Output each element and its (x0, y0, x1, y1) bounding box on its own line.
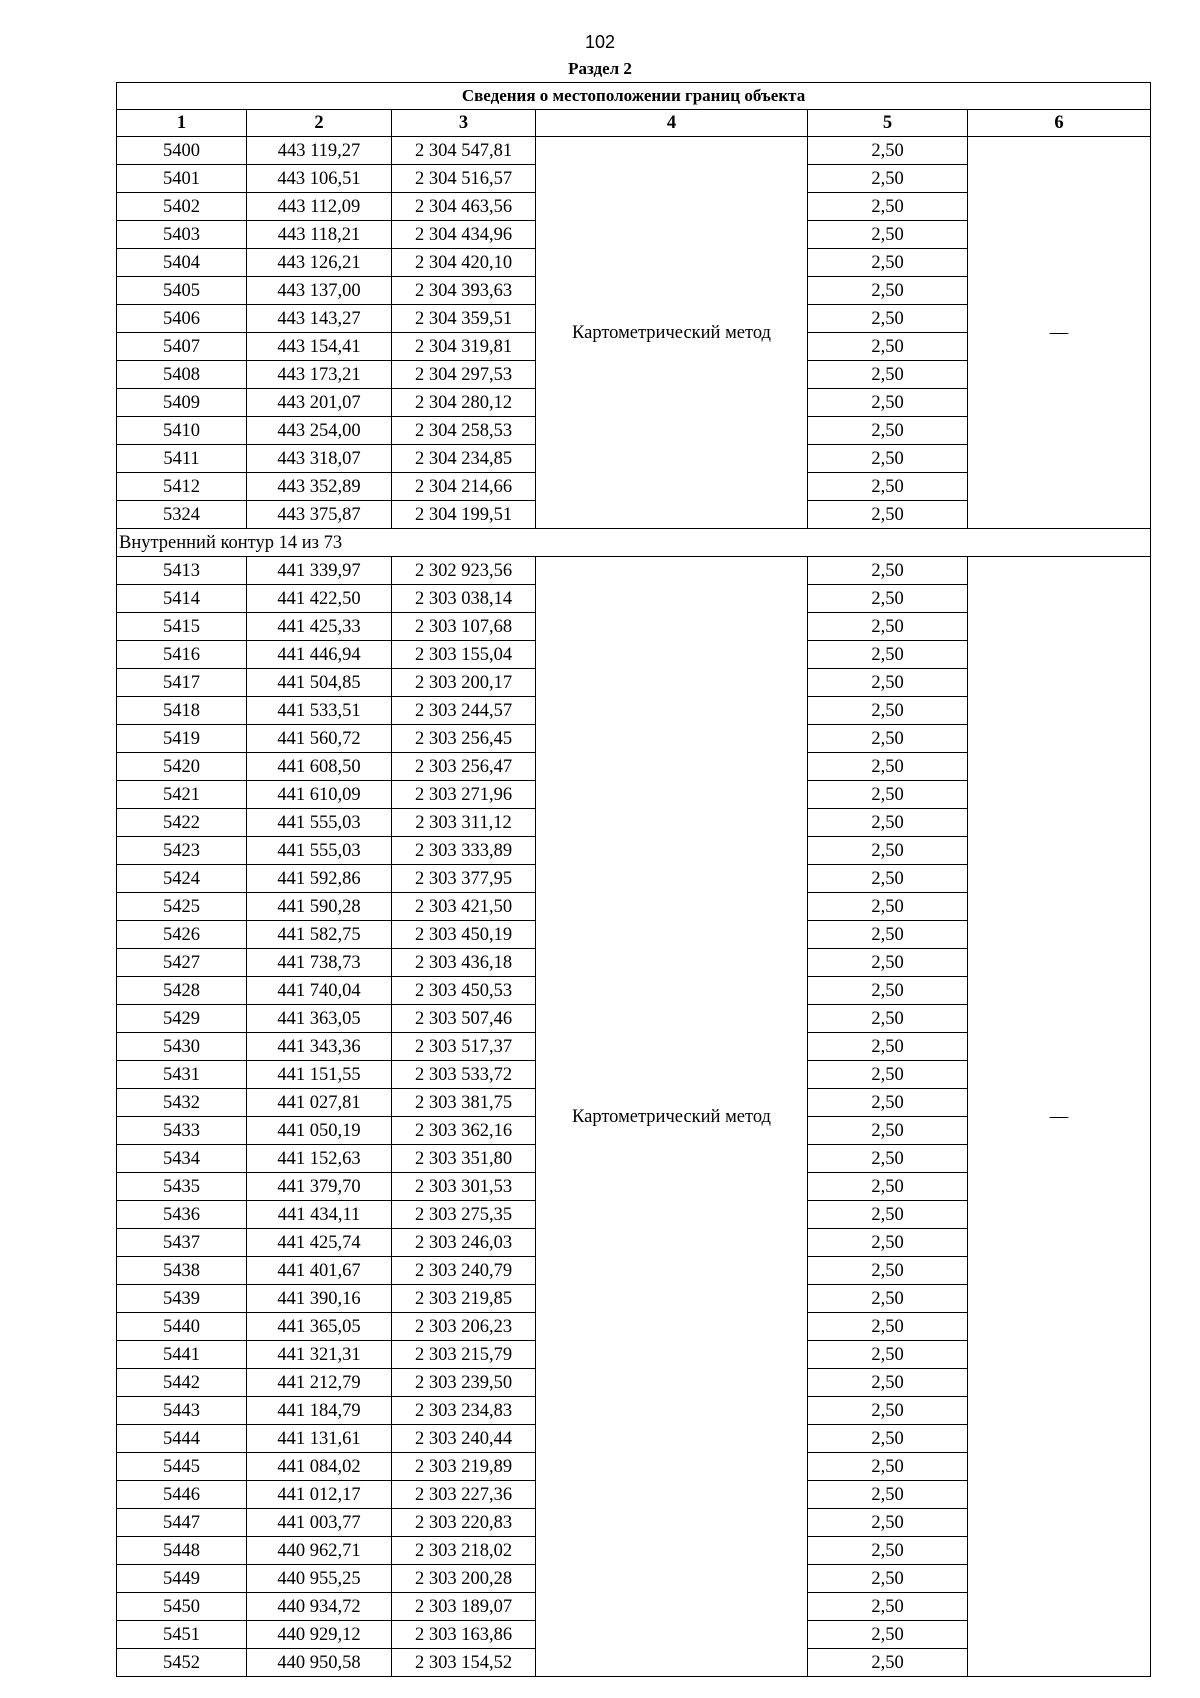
accuracy-value: 2,50 (808, 613, 968, 641)
coordinate-x: 441 590,28 (247, 893, 392, 921)
accuracy-value: 2,50 (808, 781, 968, 809)
point-number: 5429 (117, 1005, 247, 1033)
point-number: 5416 (117, 641, 247, 669)
coordinate-y: 2 303 351,80 (392, 1145, 536, 1173)
coordinate-x: 441 151,55 (247, 1061, 392, 1089)
coordinate-x: 441 131,61 (247, 1425, 392, 1453)
coordinate-x: 443 154,41 (247, 333, 392, 361)
point-number: 5432 (117, 1089, 247, 1117)
coordinate-x: 443 118,21 (247, 221, 392, 249)
point-number: 5437 (117, 1229, 247, 1257)
coordinate-y: 2 303 362,16 (392, 1117, 536, 1145)
accuracy-value: 2,50 (808, 753, 968, 781)
point-number: 5424 (117, 865, 247, 893)
coordinate-y: 2 304 359,51 (392, 305, 536, 333)
coordinate-y: 2 303 311,12 (392, 809, 536, 837)
coordinate-x: 441 321,31 (247, 1341, 392, 1369)
accuracy-value: 2,50 (808, 641, 968, 669)
coordinate-x: 440 962,71 (247, 1537, 392, 1565)
point-number: 5436 (117, 1201, 247, 1229)
coordinate-y: 2 303 215,79 (392, 1341, 536, 1369)
coordinate-y: 2 303 227,36 (392, 1481, 536, 1509)
point-number: 5423 (117, 837, 247, 865)
coordinate-x: 441 425,74 (247, 1229, 392, 1257)
point-number: 5408 (117, 361, 247, 389)
accuracy-value: 2,50 (808, 137, 968, 165)
coordinate-y: 2 304 420,10 (392, 249, 536, 277)
point-number: 5445 (117, 1453, 247, 1481)
page-number: 102 (584, 32, 616, 52)
coordinate-y: 2 302 923,56 (392, 557, 536, 585)
coordinate-y: 2 303 381,75 (392, 1089, 536, 1117)
coordinate-y: 2 303 038,14 (392, 585, 536, 613)
accuracy-value: 2,50 (808, 1593, 968, 1621)
accuracy-value: 2,50 (808, 389, 968, 417)
coordinate-x: 441 365,05 (247, 1313, 392, 1341)
coordinate-x: 441 555,03 (247, 809, 392, 837)
point-number: 5451 (117, 1621, 247, 1649)
coordinate-x: 441 592,86 (247, 865, 392, 893)
coordinate-y: 2 304 393,63 (392, 277, 536, 305)
point-number: 5418 (117, 697, 247, 725)
coordinate-y: 2 304 234,85 (392, 445, 536, 473)
coordinate-y: 2 304 463,56 (392, 193, 536, 221)
coordinate-x: 441 740,04 (247, 977, 392, 1005)
accuracy-value: 2,50 (808, 417, 968, 445)
coordinate-x: 443 137,00 (247, 277, 392, 305)
point-number: 5413 (117, 557, 247, 585)
accuracy-value: 2,50 (808, 1453, 968, 1481)
point-number: 5426 (117, 921, 247, 949)
accuracy-value: 2,50 (808, 1173, 968, 1201)
coordinate-y: 2 304 280,12 (392, 389, 536, 417)
coordinate-x: 443 318,07 (247, 445, 392, 473)
accuracy-value: 2,50 (808, 669, 968, 697)
coordinate-y: 2 303 377,95 (392, 865, 536, 893)
coordinate-y: 2 303 301,53 (392, 1173, 536, 1201)
boundary-coordinates-table (116, 82, 1151, 1677)
coordinate-x: 443 352,89 (247, 473, 392, 501)
coordinate-y: 2 303 234,83 (392, 1397, 536, 1425)
coordinate-x: 441 582,75 (247, 921, 392, 949)
coordinate-x: 443 173,21 (247, 361, 392, 389)
point-number: 5427 (117, 949, 247, 977)
coordinate-y: 2 303 246,03 (392, 1229, 536, 1257)
table-row (117, 557, 1151, 585)
coordinate-y: 2 303 163,86 (392, 1621, 536, 1649)
coordinate-x: 440 929,12 (247, 1621, 392, 1649)
coordinate-x: 441 610,09 (247, 781, 392, 809)
point-number: 5412 (117, 473, 247, 501)
coordinate-y: 2 303 154,52 (392, 1649, 536, 1677)
accuracy-value: 2,50 (808, 305, 968, 333)
section-title: Раздел 2 (568, 59, 632, 78)
method-cell: Картометрический метод (536, 137, 808, 529)
accuracy-value: 2,50 (808, 1481, 968, 1509)
point-number: 5443 (117, 1397, 247, 1425)
coordinate-x: 440 934,72 (247, 1593, 392, 1621)
coordinate-x: 441 401,67 (247, 1257, 392, 1285)
coordinate-y: 2 303 333,89 (392, 837, 536, 865)
coordinate-y: 2 303 240,44 (392, 1425, 536, 1453)
coordinate-y: 2 303 189,07 (392, 1593, 536, 1621)
point-number: 5440 (117, 1313, 247, 1341)
accuracy-value: 2,50 (808, 1285, 968, 1313)
accuracy-value: 2,50 (808, 1201, 968, 1229)
method-cell: Картометрический метод (536, 557, 808, 1677)
point-number: 5438 (117, 1257, 247, 1285)
coordinate-x: 443 126,21 (247, 249, 392, 277)
caption-row (117, 83, 1151, 110)
accuracy-value: 2,50 (808, 725, 968, 753)
note-cell: — (968, 137, 1151, 529)
accuracy-value: 2,50 (808, 277, 968, 305)
coordinate-x: 441 555,03 (247, 837, 392, 865)
coordinate-x: 441 084,02 (247, 1453, 392, 1481)
coordinate-x: 441 560,72 (247, 725, 392, 753)
coordinate-x: 441 738,73 (247, 949, 392, 977)
point-number: 5439 (117, 1285, 247, 1313)
coordinate-x: 441 390,16 (247, 1285, 392, 1313)
coordinate-y: 2 304 516,57 (392, 165, 536, 193)
coordinate-x: 441 422,50 (247, 585, 392, 613)
point-number: 5410 (117, 417, 247, 445)
point-number: 5430 (117, 1033, 247, 1061)
accuracy-value: 2,50 (808, 221, 968, 249)
coordinate-x: 443 112,09 (247, 193, 392, 221)
coordinate-x: 443 106,51 (247, 165, 392, 193)
point-number: 5447 (117, 1509, 247, 1537)
coordinate-y: 2 303 240,79 (392, 1257, 536, 1285)
note-cell: — (968, 557, 1151, 1677)
coordinate-y: 2 303 200,17 (392, 669, 536, 697)
point-number: 5446 (117, 1481, 247, 1509)
coordinate-y: 2 303 450,19 (392, 921, 536, 949)
point-number: 5400 (117, 137, 247, 165)
accuracy-value: 2,50 (808, 1145, 968, 1173)
table-row (117, 137, 1151, 165)
coordinate-y: 2 303 436,18 (392, 949, 536, 977)
accuracy-value: 2,50 (808, 165, 968, 193)
coordinate-y: 2 303 271,96 (392, 781, 536, 809)
point-number: 5421 (117, 781, 247, 809)
accuracy-value: 2,50 (808, 1005, 968, 1033)
coordinate-x: 443 254,00 (247, 417, 392, 445)
point-number: 5415 (117, 613, 247, 641)
contour-heading-row (117, 529, 1151, 557)
column-number: 5 (808, 110, 968, 137)
point-number: 5419 (117, 725, 247, 753)
coordinate-x: 443 201,07 (247, 389, 392, 417)
accuracy-value: 2,50 (808, 1061, 968, 1089)
coordinate-y: 2 304 434,96 (392, 221, 536, 249)
coordinate-x: 441 379,70 (247, 1173, 392, 1201)
column-number: 1 (117, 110, 247, 137)
column-number-row (117, 110, 1151, 137)
coordinate-y: 2 304 319,81 (392, 333, 536, 361)
coordinate-y: 2 303 507,46 (392, 1005, 536, 1033)
coordinate-y: 2 303 218,02 (392, 1537, 536, 1565)
point-number: 5401 (117, 165, 247, 193)
accuracy-value: 2,50 (808, 361, 968, 389)
point-number: 5431 (117, 1061, 247, 1089)
accuracy-value: 2,50 (808, 949, 968, 977)
point-number: 5452 (117, 1649, 247, 1677)
coordinate-y: 2 303 239,50 (392, 1369, 536, 1397)
coordinate-x: 440 950,58 (247, 1649, 392, 1677)
accuracy-value: 2,50 (808, 1425, 968, 1453)
accuracy-value: 2,50 (808, 501, 968, 529)
coordinate-x: 441 212,79 (247, 1369, 392, 1397)
coordinate-x: 441 446,94 (247, 641, 392, 669)
accuracy-value: 2,50 (808, 837, 968, 865)
column-number: 4 (536, 110, 808, 137)
accuracy-value: 2,50 (808, 333, 968, 361)
coordinate-x: 443 143,27 (247, 305, 392, 333)
point-number: 5407 (117, 333, 247, 361)
accuracy-value: 2,50 (808, 249, 968, 277)
table-body (117, 83, 1151, 1677)
accuracy-value: 2,50 (808, 1621, 968, 1649)
accuracy-value: 2,50 (808, 1089, 968, 1117)
accuracy-value: 2,50 (808, 1341, 968, 1369)
point-number: 5404 (117, 249, 247, 277)
point-number: 5420 (117, 753, 247, 781)
point-number: 5425 (117, 893, 247, 921)
point-number: 5428 (117, 977, 247, 1005)
point-number: 5405 (117, 277, 247, 305)
coordinate-y: 2 303 421,50 (392, 893, 536, 921)
point-number: 5435 (117, 1173, 247, 1201)
coordinate-x: 441 533,51 (247, 697, 392, 725)
point-number: 5402 (117, 193, 247, 221)
accuracy-value: 2,50 (808, 1229, 968, 1257)
point-number: 5406 (117, 305, 247, 333)
accuracy-value: 2,50 (808, 1033, 968, 1061)
point-number: 5450 (117, 1593, 247, 1621)
point-number: 5441 (117, 1341, 247, 1369)
accuracy-value: 2,50 (808, 1257, 968, 1285)
point-number: 5434 (117, 1145, 247, 1173)
coordinate-y: 2 303 200,28 (392, 1565, 536, 1593)
coordinate-x: 441 434,11 (247, 1201, 392, 1229)
coordinate-y: 2 304 199,51 (392, 501, 536, 529)
accuracy-value: 2,50 (808, 865, 968, 893)
contour-heading: Внутренний контур 14 из 73 (117, 529, 1151, 557)
coordinate-x: 443 375,87 (247, 501, 392, 529)
coordinate-y: 2 304 258,53 (392, 417, 536, 445)
point-number: 5448 (117, 1537, 247, 1565)
accuracy-value: 2,50 (808, 557, 968, 585)
accuracy-value: 2,50 (808, 193, 968, 221)
column-number: 3 (392, 110, 536, 137)
coordinate-y: 2 303 219,85 (392, 1285, 536, 1313)
coordinate-x: 441 027,81 (247, 1089, 392, 1117)
point-number: 5449 (117, 1565, 247, 1593)
accuracy-value: 2,50 (808, 697, 968, 725)
accuracy-value: 2,50 (808, 445, 968, 473)
point-number: 5409 (117, 389, 247, 417)
accuracy-value: 2,50 (808, 809, 968, 837)
coordinate-y: 2 304 214,66 (392, 473, 536, 501)
coordinate-y: 2 303 219,89 (392, 1453, 536, 1481)
point-number: 5403 (117, 221, 247, 249)
accuracy-value: 2,50 (808, 1649, 968, 1677)
point-number: 5414 (117, 585, 247, 613)
coordinate-x: 441 504,85 (247, 669, 392, 697)
column-number: 6 (968, 110, 1151, 137)
coordinate-x: 441 050,19 (247, 1117, 392, 1145)
point-number: 5417 (117, 669, 247, 697)
point-number: 5422 (117, 809, 247, 837)
point-number: 5444 (117, 1425, 247, 1453)
point-number: 5442 (117, 1369, 247, 1397)
coordinate-y: 2 303 533,72 (392, 1061, 536, 1089)
coordinate-y: 2 304 547,81 (392, 137, 536, 165)
accuracy-value: 2,50 (808, 1537, 968, 1565)
point-number: 5411 (117, 445, 247, 473)
accuracy-value: 2,50 (808, 977, 968, 1005)
accuracy-value: 2,50 (808, 473, 968, 501)
coordinate-x: 440 955,25 (247, 1565, 392, 1593)
accuracy-value: 2,50 (808, 1565, 968, 1593)
accuracy-value: 2,50 (808, 893, 968, 921)
coordinate-x: 441 343,36 (247, 1033, 392, 1061)
coordinate-x: 441 184,79 (247, 1397, 392, 1425)
coordinate-x: 441 012,17 (247, 1481, 392, 1509)
accuracy-value: 2,50 (808, 1509, 968, 1537)
coordinate-x: 443 119,27 (247, 137, 392, 165)
coordinate-x: 441 003,77 (247, 1509, 392, 1537)
coordinate-x: 441 425,33 (247, 613, 392, 641)
coordinate-y: 2 303 517,37 (392, 1033, 536, 1061)
column-number: 2 (247, 110, 392, 137)
accuracy-value: 2,50 (808, 1313, 968, 1341)
table-caption: Сведения о местоположении границ объекта (117, 83, 1151, 110)
accuracy-value: 2,50 (808, 1117, 968, 1145)
coordinate-y: 2 303 155,04 (392, 641, 536, 669)
accuracy-value: 2,50 (808, 1369, 968, 1397)
coordinate-x: 441 339,97 (247, 557, 392, 585)
coordinate-y: 2 303 206,23 (392, 1313, 536, 1341)
point-number: 5324 (117, 501, 247, 529)
accuracy-value: 2,50 (808, 1397, 968, 1425)
coordinate-x: 441 608,50 (247, 753, 392, 781)
coordinate-y: 2 303 256,45 (392, 725, 536, 753)
coordinate-y: 2 303 107,68 (392, 613, 536, 641)
coordinate-y: 2 303 256,47 (392, 753, 536, 781)
coordinate-x: 441 152,63 (247, 1145, 392, 1173)
coordinate-y: 2 303 220,83 (392, 1509, 536, 1537)
coordinate-y: 2 303 244,57 (392, 697, 536, 725)
coordinate-y: 2 303 275,35 (392, 1201, 536, 1229)
accuracy-value: 2,50 (808, 585, 968, 613)
coordinate-x: 441 363,05 (247, 1005, 392, 1033)
point-number: 5433 (117, 1117, 247, 1145)
coordinate-y: 2 303 450,53 (392, 977, 536, 1005)
coordinate-y: 2 304 297,53 (392, 361, 536, 389)
accuracy-value: 2,50 (808, 921, 968, 949)
